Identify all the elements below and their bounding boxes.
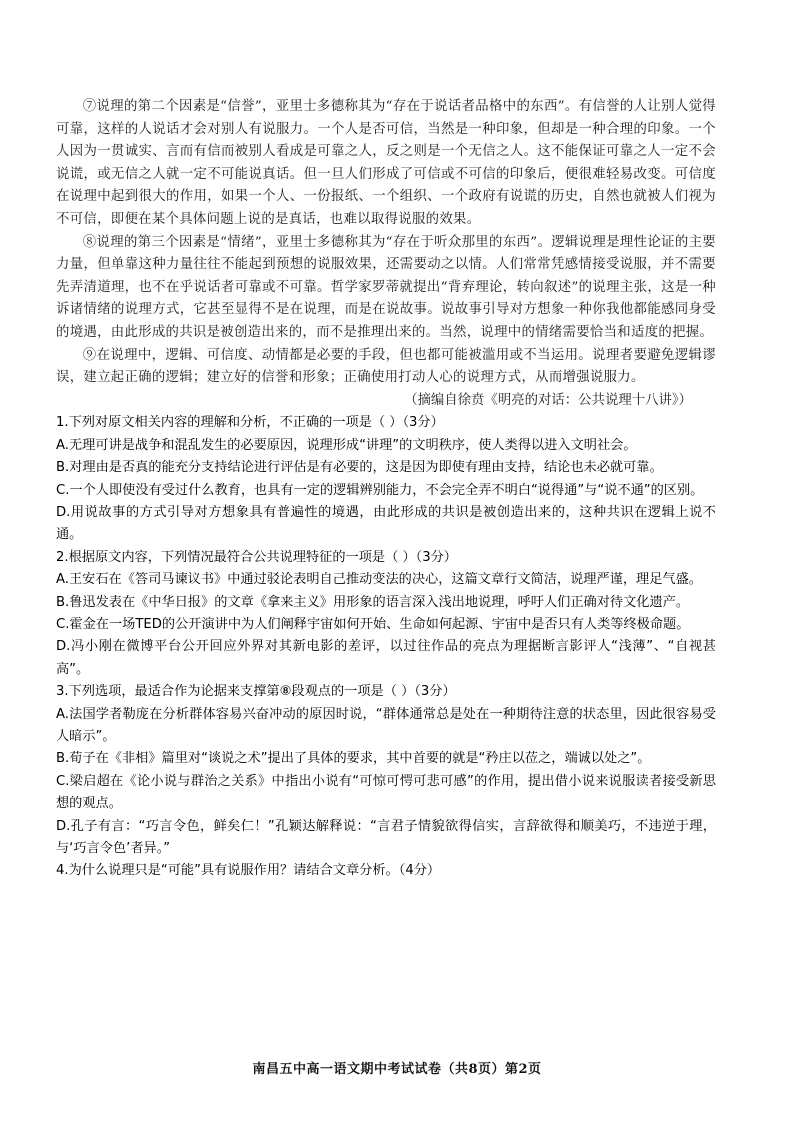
question-stem: 4.为什么说理只是“可能”具有说服作用？请结合文章分析。（4分） [56, 863, 441, 879]
exam-page [56, 96, 716, 883]
question-3 [56, 681, 716, 860]
page-footer: 南昌五中高一语文期中考试试卷（共8页）第2页 [252, 1062, 542, 1077]
question-stem: 1.下列对原文相关内容的理解和分析，不正确的一项是（ ）（3分） [56, 415, 444, 431]
option-b: B.对理由是否真的能充分支持结论进行评估是有必要的，这是因为即使有理由支持，结论也未必就可靠。 [56, 460, 663, 476]
option-b: B.鲁迅发表在《中华日报》的文章《拿来主义》用形象的语言深入浅出地说理，呼吁人们正确对待文化遗产。 [56, 594, 690, 610]
option-a: A.无理可讲是战争和混乱发生的必要原因，说理形成“讲理”的文明秩序，使人类得以进入文明社会。 [56, 437, 637, 453]
option-b: B.荀子在《非相》篇里对“谈说之术”提出了具体的要求，其中首要的就是“矜庄以莅之，端诚以处之”。 [56, 751, 651, 767]
passage-paragraph-8: ⑧说理的第三个因素是“情绪”，亚里士多德称其为“存在于听众那里的东西”。逻辑说理是理性论证的主要力量，但单靠这种力量往往不能起到预想的说服效果，还需要动之以情。人们常常凭感情接受说服，并不需要先弄清道理，也不在乎说话者可靠或不可靠。哲学家罗蒂就提出“背弃理论，转向叙述”的说理主张，这是一种诉诸情绪的说理方式，它甚至显得不是在说理，而是在说故事。说故事引导对方想象一种你我他都能感同身受的境遇，由此形成的共识是被创造出来的，而不是推理出来的。当然，说理中的情绪需要恰当和适度的把握。 [56, 234, 716, 340]
option-a: A.王安石在《答司马谏议书》中通过驳论表明自己推动变法的决心，这篇文章行文简洁，说理严谨，理足气盛。 [56, 572, 702, 588]
question-stem: 3.下列选项，最适合作为论据来支撑第⑧段观点的一项是（ ）（3分） [56, 684, 456, 700]
question-2 [56, 547, 716, 681]
question-1 [56, 412, 716, 546]
passage-paragraph-9: ⑨在说理中，逻辑、可信度、动情都是必要的手段，但也都可能被滥用或不当运用。说理者要避免逻辑谬误，建立起正确的逻辑；建立好的信誉和形象；正确使用打动人心的说理方式，从而增强说服力。 [56, 347, 716, 386]
option-d: D.孔子有言：“巧言令色，鲜矣仁！”孔颖达解释说：“言君子情貌欲得信实，言辞欲得和顺美巧，不违逆于理，与‘巧言令色’者异。” [56, 818, 716, 857]
option-a: A.法国学者勒庞在分析群体容易兴奋冲动的原因时说，“群体通常总是处在一种期待注意的状态里，因此很容易受人暗示”。 [56, 706, 716, 744]
passage-source: （摘编自徐贲《明亮的对话：公共说理十八讲》） [404, 392, 692, 408]
option-d: D.用说故事的方式引导对方想象具有普遍性的境遇，由此形成的共识是被创造出来的，这种共识在逻辑上说不通。 [56, 504, 716, 543]
option-d: D.冯小刚在微博平台公开回应外界对其新电影的差评，以过往作品的亮点为理据断言影评人“浅薄”、“自视甚高”。 [56, 639, 716, 677]
question-4 [56, 860, 716, 882]
option-c: C.梁启超在《论小说与群治之关系》中指出小说有“可惊可愕可悲可感”的作用，提出借小说来说服读者接受新思想的观点。 [56, 773, 716, 812]
option-c: C.一个人即使没有受过什么教育，也具有一定的逻辑辨别能力，不会完全弄不明白“说得通”与“说不通”的区别。 [56, 482, 704, 498]
option-c: C.霍金在一场TED的公开演讲中为人们阐释宇宙如何开始、生命如何起源、宇宙中是否只有人类等终极命题。 [56, 616, 690, 632]
question-stem: 2.根据原文内容，下列情况最符合公共说理特征的一项是（ ）（3分） [56, 549, 457, 565]
passage-paragraph-7: ⑦说理的第二个因素是“信誉”，亚里士多德称其为“存在于说话者品格中的东西”。有信誉的人让别人觉得可靠，这样的人说话才会对别人有说服力。一个人是否可信，当然是一种印象，但却是一种合理的印象。一个人因为一贯诚实、言而有信而被别人看成是可靠之人，反之则是一个无信之人。这不能保证可靠之人一定不会说谎，或无信之人就一定不可能说真话。但一旦人们形成了可信或不可信的印象后，便很难轻易改变。可信度在说理中起到很大的作用，如果一个人、一份报纸、一个组织、一个政府有说谎的历史，自然也就被人们视为不可信，即便在某个具体问题上说的是真话，也难以取得说服的效果。 [56, 99, 716, 227]
